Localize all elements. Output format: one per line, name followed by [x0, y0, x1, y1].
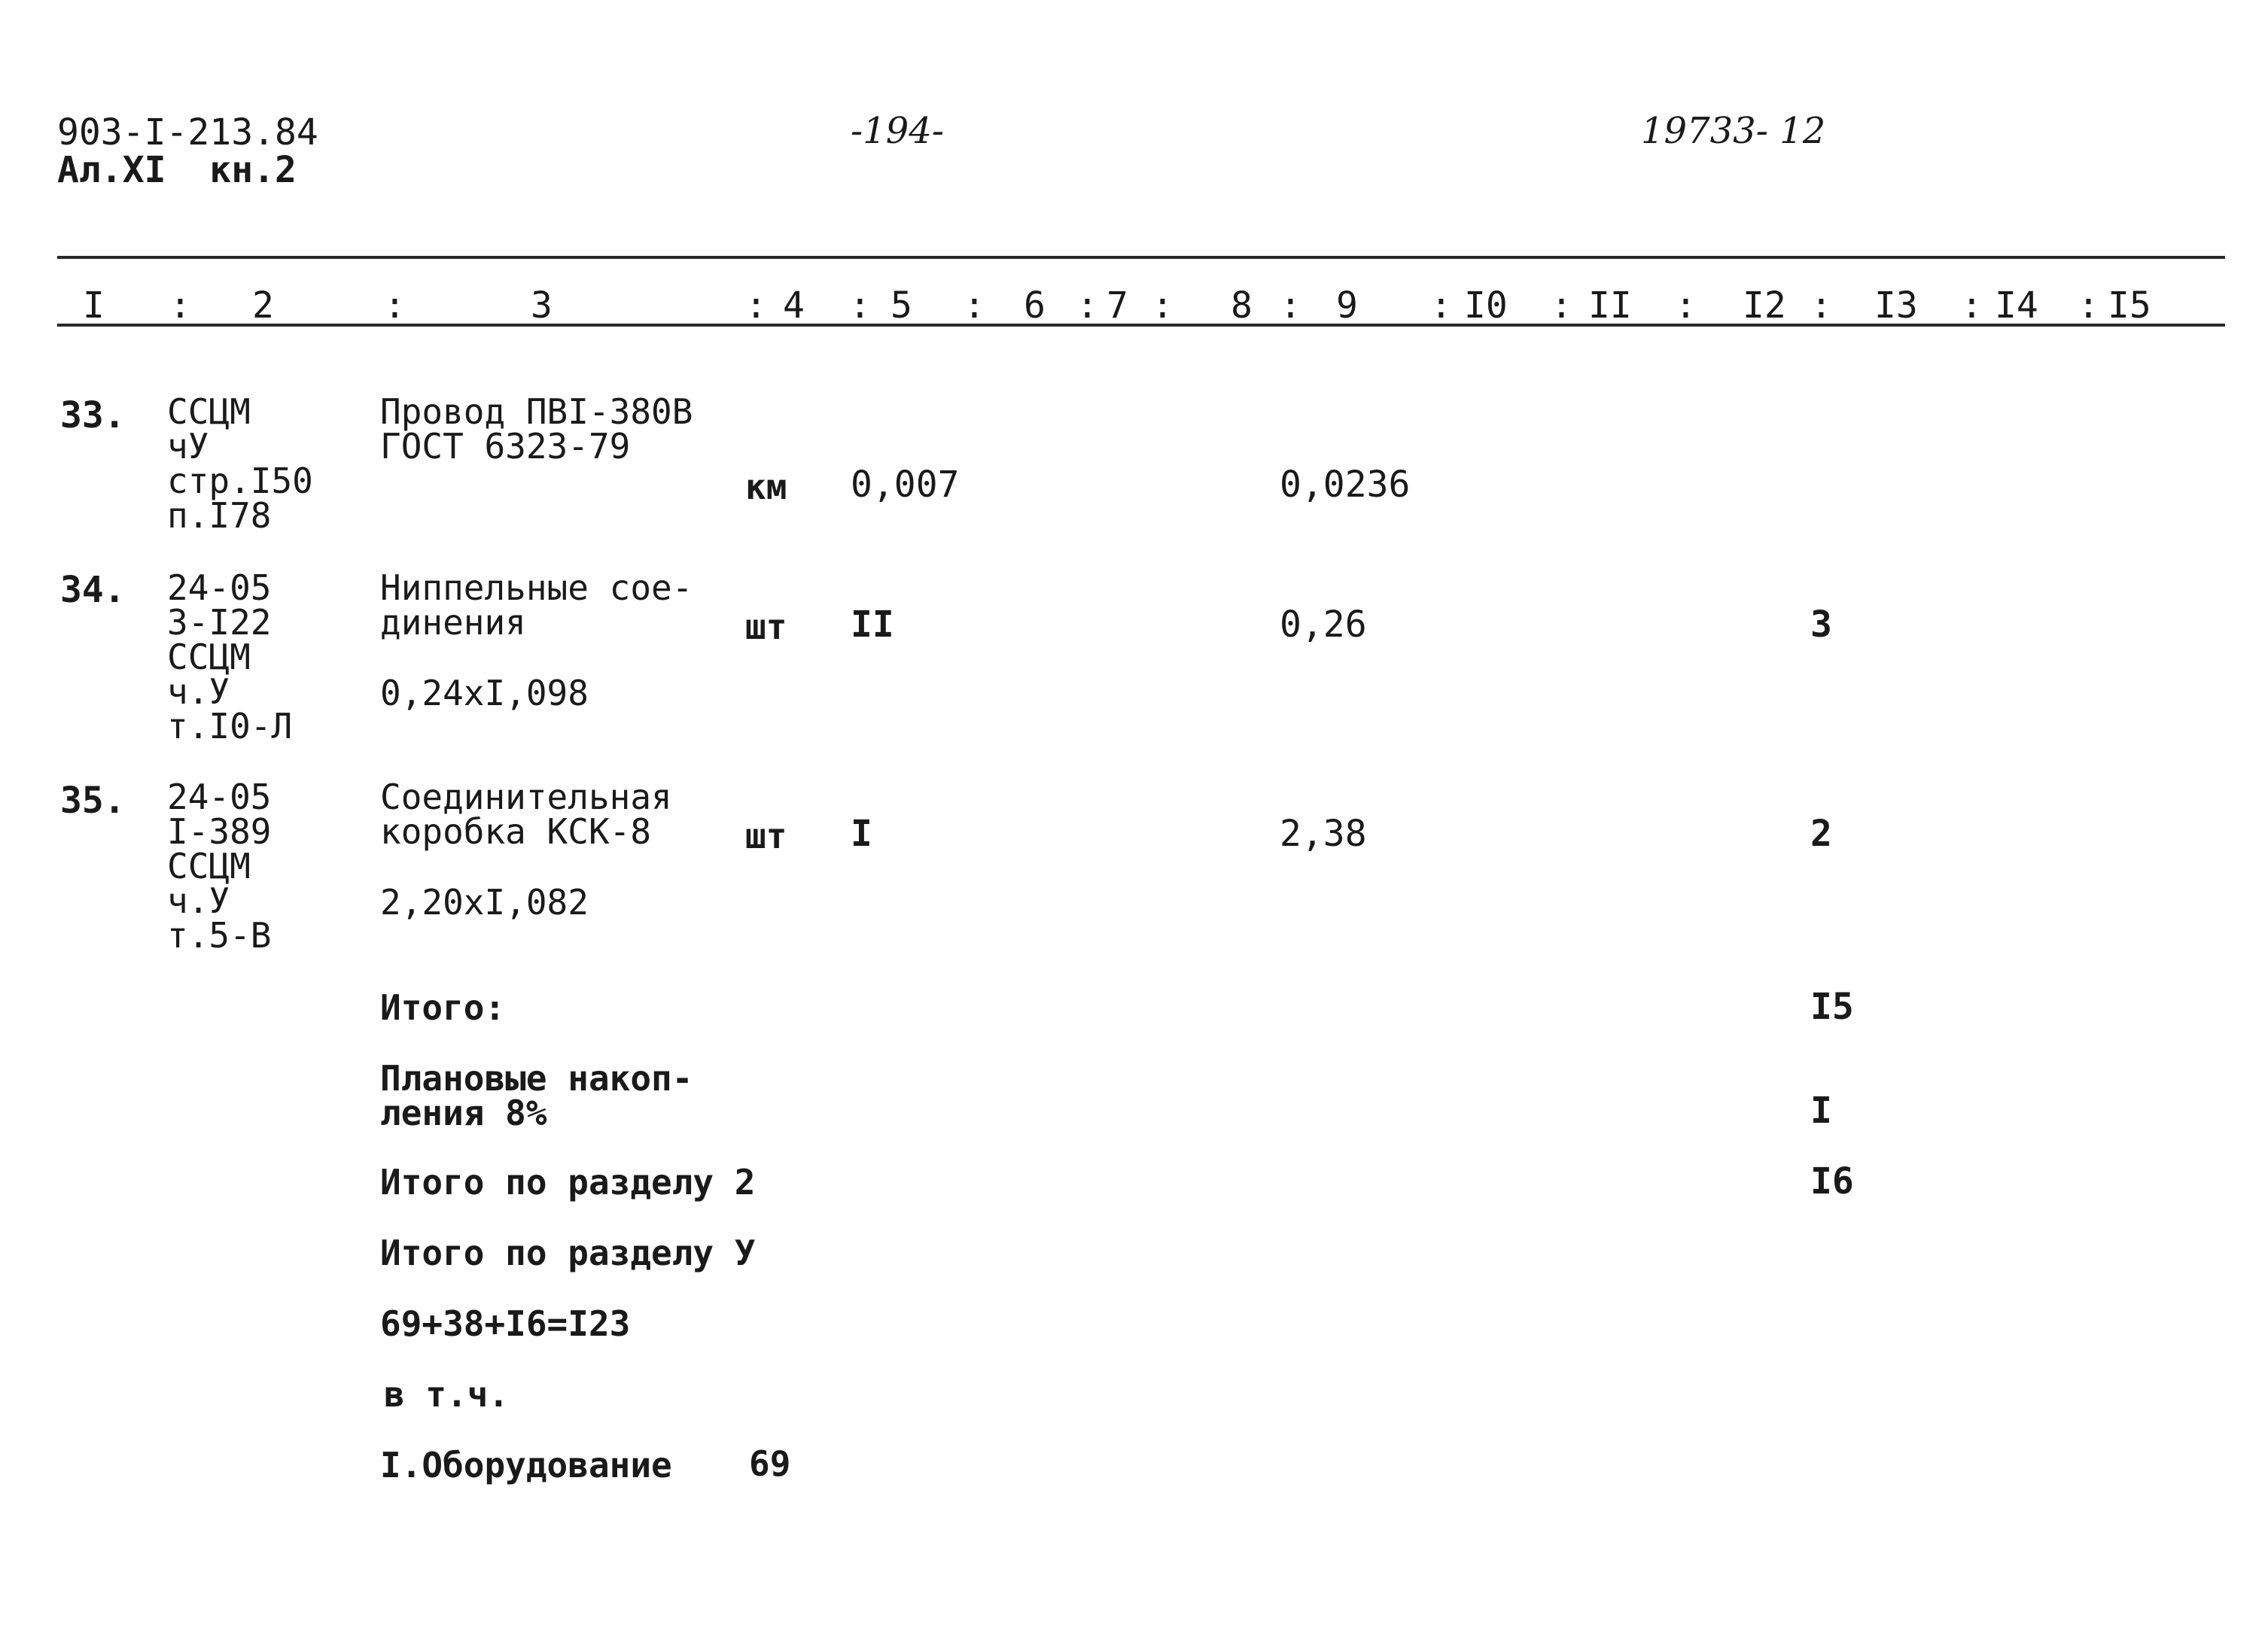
column-header: 7 — [1107, 284, 1128, 327]
column-header: 4 — [783, 284, 805, 327]
row-quantity: 0,007 — [851, 464, 960, 506]
column-separator: : — [1551, 284, 1572, 327]
itogo-value: I5 — [1810, 986, 1854, 1028]
row-name-extra: 0,24хI,098 — [380, 673, 589, 713]
row-unit: шт — [745, 816, 787, 856]
column-header: 2 — [252, 284, 274, 327]
row-name-extra: 2,20хI,082 — [380, 882, 589, 923]
including-label: в т.ч. — [384, 1374, 510, 1415]
row-quantity: I — [851, 813, 872, 855]
row-price: 0,0236 — [1280, 464, 1411, 506]
column-separator: : — [1280, 284, 1301, 327]
column-separator: : — [745, 284, 767, 327]
row-name: Соединительная коробка КСК-8 — [380, 777, 672, 852]
equipment-value: 69 — [749, 1443, 791, 1484]
column-header: 3 — [531, 284, 553, 327]
row-name: Ниппельные сое- динения — [380, 567, 693, 643]
column-separator: : — [384, 284, 406, 327]
column-header: I — [83, 284, 105, 327]
section-2-total-value: I6 — [1810, 1160, 1854, 1203]
column-separator: : — [1961, 284, 1983, 327]
total-formula: 69+38+I6=I23 — [380, 1303, 631, 1344]
column-header: 8 — [1231, 284, 1253, 327]
top-rule — [57, 256, 2225, 259]
section-2-total-label: Итого по разделу 2 — [380, 1162, 756, 1203]
album-label: Ал.XI кн.2 — [57, 149, 297, 191]
column-separator: : — [1675, 284, 1697, 327]
column-separator: : — [849, 284, 871, 327]
row-name: Провод ПВI-380В ГОСТ 6323-79 — [380, 391, 693, 467]
sheet-code: 19733- 12 — [1641, 110, 1826, 152]
column-header: I3 — [1874, 284, 1918, 327]
column-separator: : — [1076, 284, 1098, 327]
column-header: I2 — [1743, 284, 1786, 327]
column-header: II — [1588, 284, 1632, 327]
plan-accumulation-label: Плановые накоп- ления 8% — [380, 1058, 693, 1133]
column-header: I5 — [2108, 284, 2151, 327]
section-5-total-label: Итого по разделу У — [380, 1233, 756, 1273]
column-separator: : — [2078, 284, 2099, 327]
column-header: I4 — [1995, 284, 2038, 327]
itogo-label: Итого: — [380, 987, 506, 1028]
row-unit: шт — [745, 607, 787, 647]
column-header: I0 — [1464, 284, 1508, 327]
equipment-label: I.Оборудование — [380, 1445, 672, 1485]
row-number: 35. — [60, 780, 126, 822]
column-header: 5 — [890, 284, 912, 327]
column-separator: : — [1810, 284, 1832, 327]
row-reference: 24-05 3-I22 ССЦМ ч.У т.I0-Л — [167, 567, 293, 746]
row-number: 34. — [60, 569, 126, 611]
row-number: 33. — [60, 394, 126, 436]
column-separator: : — [964, 284, 985, 327]
page-number: -194- — [851, 110, 945, 152]
row-reference: 24-05 I-389 ССЦМ ч.У т.5-В — [167, 777, 272, 956]
plan-accumulation-value: I — [1810, 1090, 1832, 1132]
doc-code: 903-I-213.84 — [57, 111, 318, 154]
row-quantity: II — [851, 604, 894, 646]
row-price: 0,26 — [1280, 604, 1367, 646]
column-separator: : — [1152, 284, 1174, 327]
row-total: 2 — [1810, 813, 1832, 855]
column-header: 9 — [1336, 284, 1358, 327]
column-separator: : — [169, 284, 191, 327]
column-separator: : — [1430, 284, 1452, 327]
row-price: 2,38 — [1280, 813, 1367, 855]
column-header: 6 — [1024, 284, 1046, 327]
row-reference: ССЦМ чУ стр.I50 п.I78 — [167, 391, 313, 536]
row-total: 3 — [1810, 604, 1832, 646]
row-unit: км — [745, 467, 787, 507]
